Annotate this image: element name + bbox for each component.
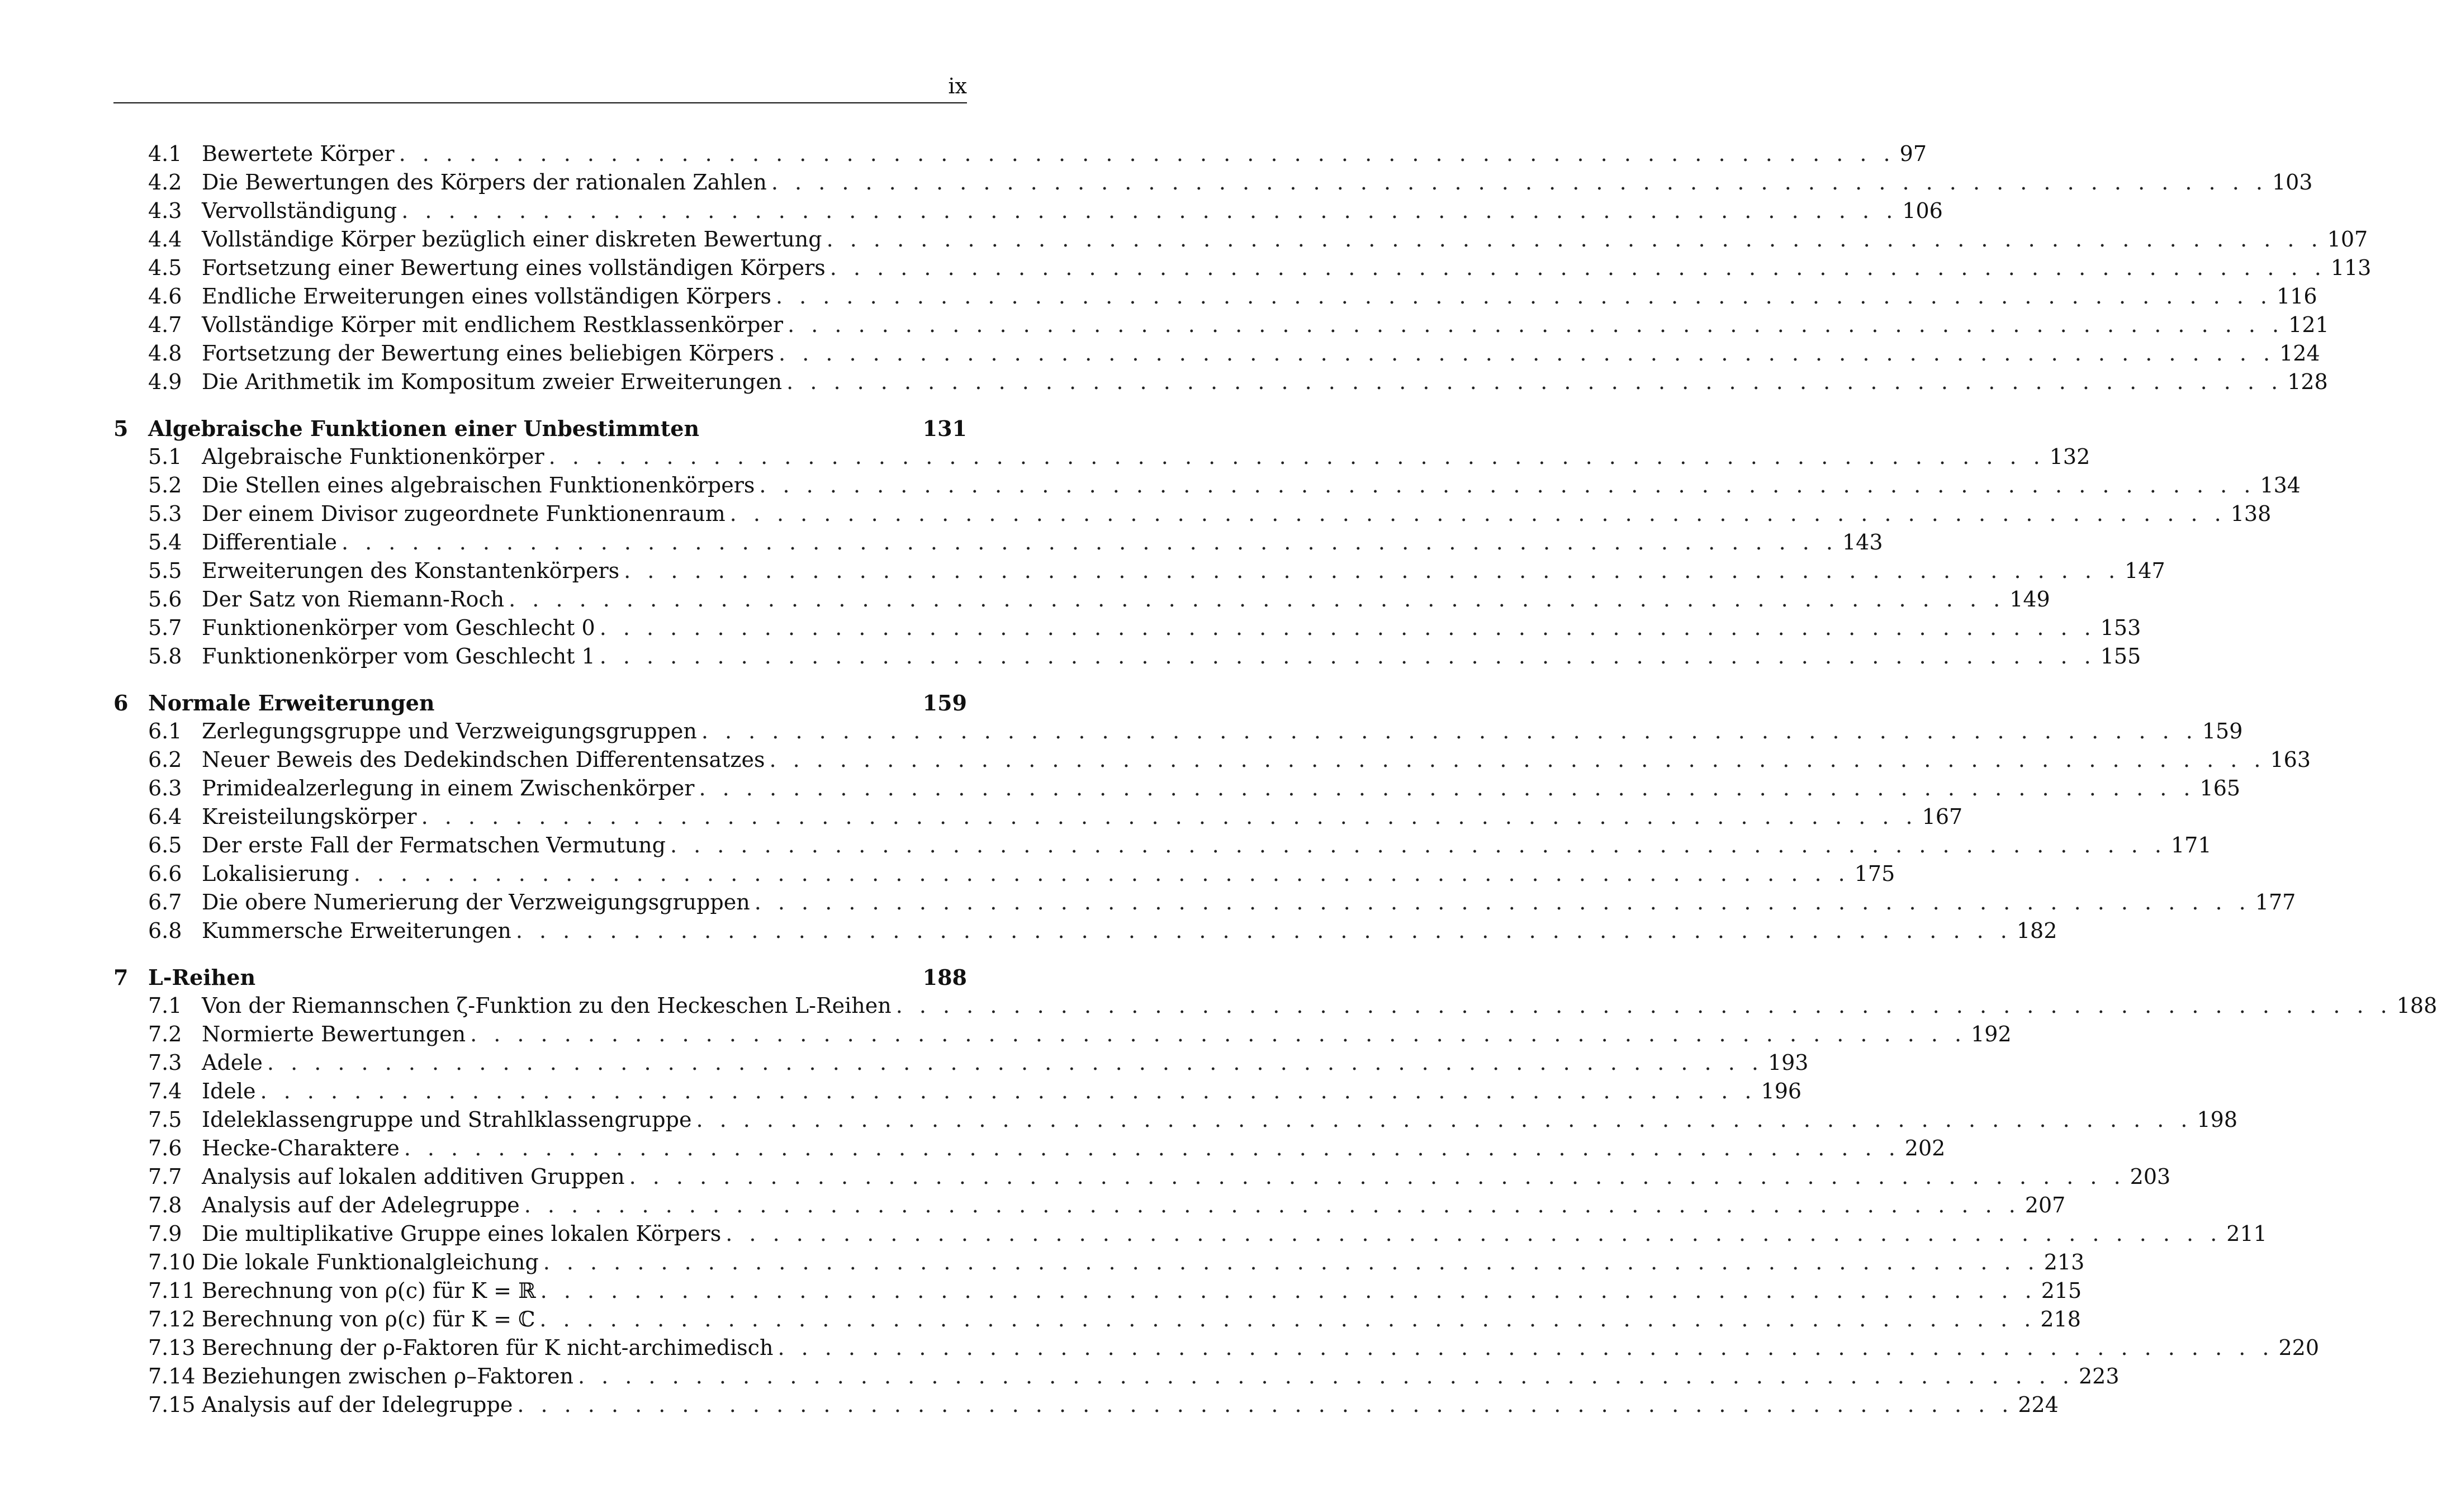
- section-page: 121: [2288, 312, 2329, 337]
- leader-dots: . . . . . . . . . . . . . . . . . . . . . . . . . . . . . . . . . . . . . . . . . . . . . . . . . . . . . . . . . . . . . . . .: [701, 719, 2198, 743]
- leader-dots: . . . . . . . . . . . . . . . . . . . . . . . . . . . . . . . . . . . . . . . . . . . . . . . . . . . . . . . . . . . . . . . .: [777, 1335, 2274, 1360]
- section-number: 6.6: [148, 861, 182, 886]
- section-page: 97: [1899, 141, 1927, 166]
- toc-entry-7-11[interactable]: [113, 1277, 2082, 1305]
- toc-entry-6-1[interactable]: [113, 717, 2243, 746]
- leader-dots: . . . . . . . . . . . . . . . . . . . . . . . . . . . . . . . . . . . . . . . . . . . . . . . . . . . . . . . . . . . . . . . .: [353, 861, 1850, 886]
- toc-entry-7-5[interactable]: [113, 1106, 2238, 1134]
- section-number: 7.13: [148, 1335, 196, 1360]
- section-page: 147: [2125, 558, 2165, 583]
- chapter-page: 188: [922, 965, 967, 990]
- section-number: 4.7: [148, 312, 182, 337]
- chapter-number: 6: [113, 690, 129, 715]
- section-title: Die Arithmetik im Kompositum zweier Erweiterungen: [202, 369, 783, 394]
- section-page: 143: [1842, 530, 1883, 554]
- section-number: 6.8: [148, 918, 182, 943]
- section-number: 7.8: [148, 1193, 182, 1217]
- toc-entry-5-4[interactable]: [113, 528, 1883, 557]
- section-title: Lokalisierung: [202, 861, 349, 886]
- toc-entry-7-14[interactable]: [113, 1362, 2120, 1391]
- chapter-title: L-Reihen: [148, 965, 256, 990]
- leader-dots: . . . . . . . . . . . . . . . . . . . . . . . . . . . . . . . . . . . . . . . . . . . . . . . . . . . . . . . . . . . . . . . .: [759, 473, 2256, 497]
- toc-entry-4-2[interactable]: [113, 168, 2313, 197]
- leader-dots: . . . . . . . . . . . . . . . . . . . . . . . . . . . . . . . . . . . . . . . . . . . . . . . . . . . . . . . . . . . . . . . .: [509, 587, 2005, 612]
- section-title: Die obere Numerierung der Verzweigungsgruppen: [202, 890, 750, 914]
- section-number: 7.12: [148, 1307, 196, 1331]
- section-number: 7.11: [148, 1278, 196, 1303]
- chapter-page: 131: [922, 416, 967, 441]
- section-page: 149: [2009, 587, 2050, 612]
- leader-dots: . . . . . . . . . . . . . . . . . . . . . . . . . . . . . . . . . . . . . . . . . . . . . . . . . . . . . . . . . . . . . . . .: [341, 530, 1838, 554]
- section-number: 5.5: [148, 558, 182, 583]
- toc-entry-7-8[interactable]: [113, 1191, 2066, 1220]
- section-page: 106: [1902, 198, 1943, 223]
- leader-dots: . . . . . . . . . . . . . . . . . . . . . . . . . . . . . . . . . . . . . . . . . . . . . . . . . . . . . . . . . . . . . . . .: [539, 1307, 2036, 1331]
- toc-entry-7-10[interactable]: [113, 1248, 2085, 1277]
- section-page: 213: [2044, 1250, 2085, 1274]
- section-number: 4.6: [148, 284, 182, 309]
- leader-dots: . . . . . . . . . . . . . . . . . . . . . . . . . . . . . . . . . . . . . . . . . . . . . . . . . . . . . . . . . . . . . . . .: [267, 1050, 1763, 1075]
- section-title: Fortsetzung der Bewertung eines beliebigen Körpers: [202, 341, 775, 366]
- section-number: 4.5: [148, 255, 182, 280]
- leader-dots: . . . . . . . . . . . . . . . . . . . . . . . . . . . . . . . . . . . . . . . . . . . . . . . . . . . . . . . . . . . . . . . .: [699, 776, 2196, 800]
- section-number: 4.9: [148, 369, 182, 394]
- section-page: 165: [2199, 776, 2241, 800]
- leader-dots: . . . . . . . . . . . . . . . . . . . . . . . . . . . . . . . . . . . . . . . . . . . . . . . . . . . . . . . . . . . . . . . .: [624, 558, 2121, 583]
- section-page: 175: [1854, 861, 1895, 886]
- toc-entry-7-3[interactable]: [113, 1049, 1809, 1077]
- chapter-title: Algebraische Funktionen einer Unbestimmten: [148, 416, 700, 441]
- leader-dots: . . . . . . . . . . . . . . . . . . . . . . . . . . . . . . . . . . . . . . . . . . . . . . . . . . . . . . . . . . . . . . . .: [771, 170, 2268, 195]
- section-title: Der erste Fall der Fermatschen Vermutung: [202, 833, 666, 857]
- section-number: 7.9: [148, 1221, 182, 1246]
- section-number: 6.3: [148, 776, 182, 800]
- leader-dots: . . . . . . . . . . . . . . . . . . . . . . . . . . . . . . . . . . . . . . . . . . . . . . . . . . . . . . . . . . . . . . . .: [404, 1136, 1900, 1160]
- chapter-spacer: [113, 945, 967, 963]
- section-number: 7.14: [148, 1364, 196, 1388]
- section-title: Adele: [202, 1050, 263, 1075]
- section-title: Vollständige Körper mit endlichem Restklassenkörper: [202, 312, 784, 337]
- section-page: 198: [2197, 1107, 2238, 1132]
- section-title: Normierte Bewertungen: [202, 1022, 466, 1046]
- toc-entry-6-6[interactable]: [113, 860, 1895, 888]
- section-page: 192: [1971, 1022, 2012, 1046]
- leader-dots: . . . . . . . . . . . . . . . . . . . . . . . . . . . . . . . . . . . . . . . . . . . . . . . . . . . . . . . . . . . . . . . .: [670, 833, 2166, 857]
- leader-dots: . . . . . . . . . . . . . . . . . . . . . . . . . . . . . . . . . . . . . . . . . . . . . . . . . . . . . . . . . . . . . . . .: [260, 1079, 1757, 1103]
- section-title: Berechnung von ρ(c) für K = ℝ: [202, 1278, 536, 1303]
- toc-entry-7-1[interactable]: [113, 992, 2437, 1020]
- section-number: 5.2: [148, 473, 182, 497]
- section-page: 223: [2079, 1364, 2120, 1388]
- section-number: 6.1: [148, 719, 182, 743]
- section-page: 128: [2287, 369, 2328, 394]
- section-title: Vollständige Körper bezüglich einer diskreten Bewertung: [202, 227, 822, 252]
- toc-entry-5-6[interactable]: [113, 585, 2050, 614]
- section-number: 5.7: [148, 615, 182, 640]
- section-title: Berechnung der ρ-Faktoren für K nicht-archimedisch: [202, 1335, 774, 1360]
- section-page: 203: [2130, 1164, 2171, 1189]
- leader-dots: . . . . . . . . . . . . . . . . . . . . . . . . . . . . . . . . . . . . . . . . . . . . . . . . . . . . . . . . . . . . . . . .: [577, 1364, 2074, 1388]
- section-page: 153: [2100, 615, 2141, 640]
- chapter-title: Normale Erweiterungen: [148, 690, 435, 715]
- toc-entry-5-3[interactable]: [113, 500, 2272, 528]
- section-page: 220: [2278, 1335, 2320, 1360]
- section-title: Differentiale: [202, 530, 337, 554]
- toc-entry-4-1[interactable]: [113, 140, 1927, 168]
- toc-entry-6-7[interactable]: [113, 888, 2296, 917]
- section-page: 138: [2230, 501, 2272, 526]
- section-page: 171: [2170, 833, 2212, 857]
- section-title: Idele: [202, 1079, 256, 1103]
- leader-dots: . . . . . . . . . . . . . . . . . . . . . . . . . . . . . . . . . . . . . . . . . . . . . . . . . . . . . . . . . . . . . . . .: [524, 1193, 2021, 1217]
- section-title: Beziehungen zwischen ρ–Faktoren: [202, 1364, 573, 1388]
- section-title: Die multiplikative Gruppe eines lokalen Körpers: [202, 1221, 722, 1246]
- leader-dots: . . . . . . . . . . . . . . . . . . . . . . . . . . . . . . . . . . . . . . . . . . . . . . . . . . . . . . . . . . . . . . . .: [548, 444, 2045, 469]
- section-page: 177: [2255, 890, 2296, 914]
- toc-entry-5-2[interactable]: [113, 471, 2301, 500]
- section-title: Berechnung von ρ(c) für K = ℂ: [202, 1307, 535, 1331]
- toc-entry-4-5[interactable]: [113, 254, 2372, 282]
- leader-dots: . . . . . . . . . . . . . . . . . . . . . . . . . . . . . . . . . . . . . . . . . . . . . . . . . . . . . . . . . . . . . . . .: [769, 747, 2266, 772]
- toc-entry-4-4[interactable]: [113, 225, 2368, 254]
- section-number: 7.15: [148, 1392, 196, 1417]
- section-page: 215: [2041, 1278, 2082, 1303]
- section-page: 134: [2260, 473, 2301, 497]
- section-number: 5.3: [148, 501, 182, 526]
- section-title: Funktionenkörper vom Geschlecht 0: [202, 615, 595, 640]
- section-number: 5.4: [148, 530, 182, 554]
- section-page: 124: [2279, 341, 2320, 366]
- toc-entry-4-8[interactable]: [113, 339, 2320, 368]
- leader-dots: . . . . . . . . . . . . . . . . . . . . . . . . . . . . . . . . . . . . . . . . . . . . . . . . . . . . . . . . . . . . . . . .: [754, 890, 2251, 914]
- section-title: Ideleklassengruppe und Strahlklassengruppe: [202, 1107, 692, 1132]
- leader-dots: . . . . . . . . . . . . . . . . . . . . . . . . . . . . . . . . . . . . . . . . . . . . . . . . . . . . . . . . . . . . . . . .: [786, 369, 2283, 394]
- section-number: 7.3: [148, 1050, 182, 1075]
- section-title: Die Bewertungen des Körpers der rationalen Zahlen: [202, 170, 767, 195]
- leader-dots: . . . . . . . . . . . . . . . . . . . . . . . . . . . . . . . . . . . . . . . . . . . . . . . . . . . . . . . . . . . . . . . .: [826, 227, 2323, 252]
- leader-dots: . . . . . . . . . . . . . . . . . . . . . . . . . . . . . . . . . . . . . . . . . . . . . . . . . . . . . . . . . . . . . . . .: [599, 615, 2096, 640]
- leader-dots: . . . . . . . . . . . . . . . . . . . . . . . . . . . . . . . . . . . . . . . . . . . . . . . . . . . . . . . . . . . . . . . .: [726, 1221, 2222, 1246]
- toc-entry-7-2[interactable]: [113, 1020, 2012, 1049]
- toc-entry-6-4[interactable]: [113, 803, 1963, 831]
- section-page: 193: [1767, 1050, 1809, 1075]
- section-number: 7.2: [148, 1022, 182, 1046]
- toc-entry-6-3[interactable]: [113, 774, 2241, 803]
- section-number: 7.4: [148, 1079, 182, 1103]
- section-page: 107: [2327, 227, 2368, 252]
- section-title: Analysis auf der Adelegruppe: [202, 1193, 520, 1217]
- leader-dots: . . . . . . . . . . . . . . . . . . . . . . . . . . . . . . . . . . . . . . . . . . . . . . . . . . . . . . . . . . . . . . . .: [515, 918, 2012, 943]
- section-title: Kreisteilungskörper: [202, 804, 417, 829]
- section-title: Vervollständigung: [202, 198, 397, 223]
- section-page: 155: [2100, 644, 2141, 669]
- section-title: Analysis auf lokalen additiven Gruppen: [202, 1164, 625, 1189]
- section-title: Von der Riemannschen ζ-Funktion zu den Heckeschen L-Reihen: [202, 993, 892, 1018]
- toc-entry-7-13[interactable]: [113, 1334, 2320, 1362]
- section-page: 103: [2272, 170, 2313, 195]
- table-of-contents: [113, 140, 2437, 1419]
- section-title: Der Satz von Riemann-Roch: [202, 587, 505, 612]
- leader-dots: . . . . . . . . . . . . . . . . . . . . . . . . . . . . . . . . . . . . . . . . . . . . . . . . . . . . . . . . . . . . . . . .: [399, 141, 1895, 166]
- section-number: 5.1: [148, 444, 182, 469]
- section-title: Die lokale Funktionalgleichung: [202, 1250, 539, 1274]
- section-number: 4.2: [148, 170, 182, 195]
- section-number: 6.7: [148, 890, 182, 914]
- section-number: 6.2: [148, 747, 182, 772]
- toc-entry-6-8[interactable]: [113, 917, 2057, 945]
- section-page: 167: [1922, 804, 1963, 829]
- toc-entry-4-6[interactable]: [113, 282, 2317, 311]
- leader-dots: . . . . . . . . . . . . . . . . . . . . . . . . . . . . . . . . . . . . . . . . . . . . . . . . . . . . . . . . . . . . . . . .: [470, 1022, 1967, 1046]
- section-page: 163: [2270, 747, 2311, 772]
- section-title: Bewertete Körper: [202, 141, 395, 166]
- leader-dots: . . . . . . . . . . . . . . . . . . . . . . . . . . . . . . . . . . . . . . . . . . . . . . . . . . . . . . . . . . . . . . . .: [729, 501, 2226, 526]
- chapter-spacer: [113, 396, 967, 414]
- section-number: 4.3: [148, 198, 182, 223]
- section-page: 159: [2202, 719, 2243, 743]
- section-number: 5.8: [148, 644, 182, 669]
- leader-dots: . . . . . . . . . . . . . . . . . . . . . . . . . . . . . . . . . . . . . . . . . . . . . . . . . . . . . . . . . . . . . . . .: [788, 312, 2284, 337]
- chapter-spacer: [113, 671, 967, 689]
- leader-dots: . . . . . . . . . . . . . . . . . . . . . . . . . . . . . . . . . . . . . . . . . . . . . . . . . . . . . . . . . . . . . . . .: [517, 1392, 2014, 1417]
- leader-dots: . . . . . . . . . . . . . . . . . . . . . . . . . . . . . . . . . . . . . . . . . . . . . . . . . . . . . . . . . . . . . . . .: [540, 1278, 2037, 1303]
- section-page: 182: [2016, 918, 2057, 943]
- section-page: 211: [2226, 1221, 2267, 1246]
- section-title: Der einem Divisor zugeordnete Funktionenraum: [202, 501, 726, 526]
- section-number: 7.6: [148, 1136, 182, 1160]
- section-title: Die Stellen eines algebraischen Funktionenkörpers: [202, 473, 755, 497]
- toc-chapter-5[interactable]: [113, 414, 967, 443]
- toc-entry-5-8[interactable]: [113, 642, 2141, 671]
- section-number: 7.1: [148, 993, 182, 1018]
- leader-dots: . . . . . . . . . . . . . . . . . . . . . . . . . . . . . . . . . . . . . . . . . . . . . . . . . . . . . . . . . . . . . . . .: [629, 1164, 2126, 1189]
- section-page: 196: [1761, 1079, 1802, 1103]
- section-page: 113: [2330, 255, 2372, 280]
- section-number: 7.7: [148, 1164, 182, 1189]
- section-number: 6.5: [148, 833, 182, 857]
- toc-entry-6-5[interactable]: [113, 831, 2212, 860]
- section-page: 202: [1904, 1136, 1946, 1160]
- section-title: Endliche Erweiterungen eines vollständigen Körpers: [202, 284, 771, 309]
- leader-dots: . . . . . . . . . . . . . . . . . . . . . . . . . . . . . . . . . . . . . . . . . . . . . . . . . . . . . . . . . . . . . . . .: [401, 198, 1898, 223]
- section-title: Neuer Beweis des Dedekindschen Differentensatzes: [202, 747, 765, 772]
- section-number: 7.10: [148, 1250, 196, 1274]
- toc-entry-4-9[interactable]: [113, 368, 2328, 396]
- leader-dots: . . . . . . . . . . . . . . . . . . . . . . . . . . . . . . . . . . . . . . . . . . . . . . . . . . . . . . . . . . . . . . . .: [775, 284, 2272, 309]
- section-title: Algebraische Funktionenkörper: [202, 444, 544, 469]
- section-page: 224: [2018, 1392, 2059, 1417]
- section-number: 4.8: [148, 341, 182, 366]
- toc-entry-7-15[interactable]: [113, 1391, 2059, 1419]
- header-rule: [113, 102, 967, 103]
- toc-entry-7-6[interactable]: [113, 1134, 1946, 1163]
- toc-entry-7-7[interactable]: [113, 1163, 2171, 1191]
- section-number: 4.1: [148, 141, 182, 166]
- chapter-number: 5: [113, 416, 129, 441]
- toc-entry-5-7[interactable]: [113, 614, 2141, 642]
- chapter-page: 159: [922, 690, 967, 715]
- leader-dots: . . . . . . . . . . . . . . . . . . . . . . . . . . . . . . . . . . . . . . . . . . . . . . . . . . . . . . . . . . . . . . . .: [543, 1250, 2040, 1274]
- section-number: 6.4: [148, 804, 182, 829]
- leader-dots: . . . . . . . . . . . . . . . . . . . . . . . . . . . . . . . . . . . . . . . . . . . . . . . . . . . . . . . . . . . . . . . .: [696, 1107, 2193, 1132]
- section-number: 4.4: [148, 227, 182, 252]
- toc-entry-7-9[interactable]: [113, 1220, 2267, 1248]
- section-page: 116: [2277, 284, 2317, 309]
- toc-chapter-6[interactable]: [113, 689, 967, 717]
- toc-entry-7-4[interactable]: [113, 1077, 1802, 1106]
- section-title: Primidealzerlegung in einem Zwischenkörper: [202, 776, 695, 800]
- chapter-number: 7: [113, 965, 129, 990]
- section-number: 5.6: [148, 587, 182, 612]
- leader-dots: . . . . . . . . . . . . . . . . . . . . . . . . . . . . . . . . . . . . . . . . . . . . . . . . . . . . . . . . . . . . . . . .: [599, 644, 2096, 669]
- leader-dots: . . . . . . . . . . . . . . . . . . . . . . . . . . . . . . . . . . . . . . . . . . . . . . . . . . . . . . . . . . . . . . . .: [829, 255, 2326, 280]
- section-title: Funktionenkörper vom Geschlecht 1: [202, 644, 595, 669]
- leader-dots: . . . . . . . . . . . . . . . . . . . . . . . . . . . . . . . . . . . . . . . . . . . . . . . . . . . . . . . . . . . . . . . .: [895, 993, 2392, 1018]
- page-number: ix: [948, 74, 967, 98]
- section-title: Analysis auf der Idelegruppe: [202, 1392, 513, 1417]
- section-page: 132: [2049, 444, 2090, 469]
- toc-entry-4-3[interactable]: [113, 197, 1943, 225]
- section-page: 188: [2396, 993, 2437, 1018]
- section-title: Fortsetzung einer Bewertung eines vollständigen Körpers: [202, 255, 826, 280]
- leader-dots: . . . . . . . . . . . . . . . . . . . . . . . . . . . . . . . . . . . . . . . . . . . . . . . . . . . . . . . . . . . . . . . .: [421, 804, 1918, 829]
- section-title: Kummersche Erweiterungen: [202, 918, 511, 943]
- section-page: 207: [2024, 1193, 2066, 1217]
- section-page: 218: [2040, 1307, 2081, 1331]
- toc-entry-4-7[interactable]: [113, 311, 2329, 339]
- toc-entry-5-1[interactable]: [113, 443, 2090, 471]
- leader-dots: . . . . . . . . . . . . . . . . . . . . . . . . . . . . . . . . . . . . . . . . . . . . . . . . . . . . . . . . . . . . . . . .: [779, 341, 2275, 366]
- section-title: Zerlegungsgruppe und Verzweigungsgruppen: [202, 719, 697, 743]
- section-title: Erweiterungen des Konstantenkörpers: [202, 558, 620, 583]
- toc-chapter-7[interactable]: [113, 963, 967, 992]
- toc-entry-6-2[interactable]: [113, 746, 2311, 774]
- toc-entry-5-5[interactable]: [113, 557, 2165, 585]
- section-number: 7.5: [148, 1107, 182, 1132]
- section-title: Hecke-Charaktere: [202, 1136, 400, 1160]
- toc-entry-7-12[interactable]: [113, 1305, 2081, 1334]
